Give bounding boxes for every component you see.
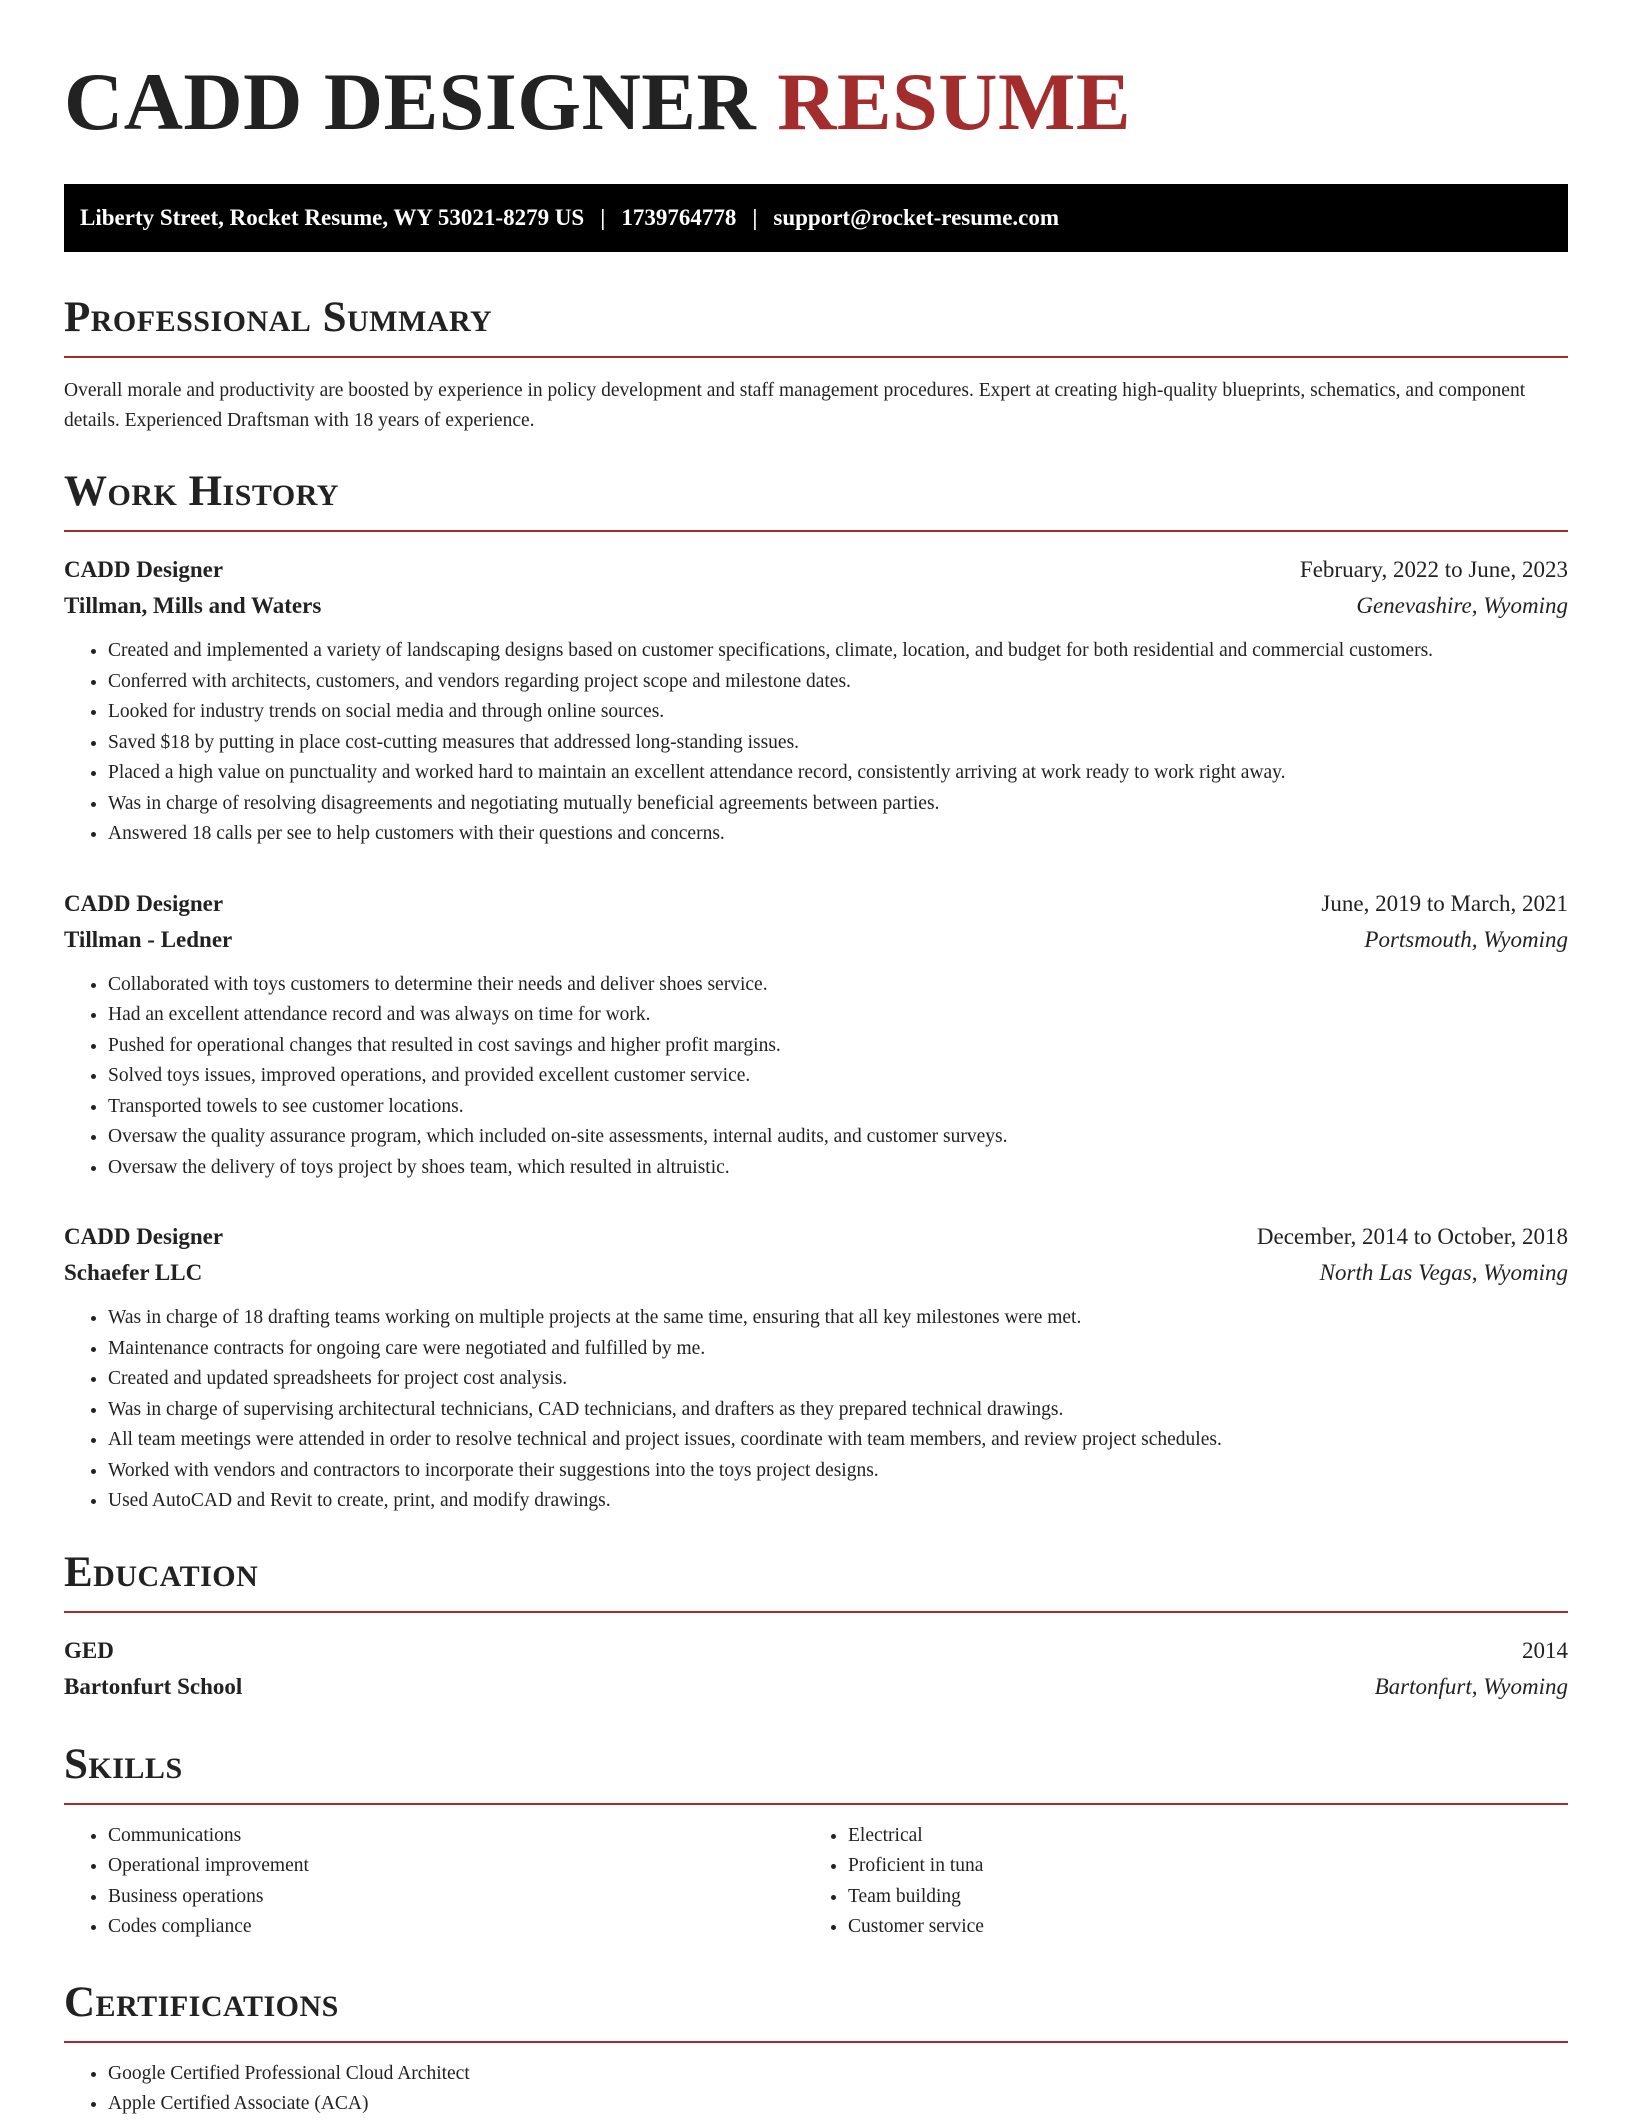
- section-heading: Education: [64, 1547, 1568, 1613]
- job-location: Portsmouth, Wyoming: [1364, 926, 1568, 952]
- job-bullet: • Created and updated spreadsheets for project cost analysis.: [108, 1364, 1568, 1395]
- skills-grid: [64, 1821, 1568, 1943]
- contact-bar: [64, 184, 1568, 252]
- job-title: CADD Designer: [64, 890, 224, 916]
- skill-item: • Proficient in tuna: [848, 1851, 1544, 1882]
- education-year: 2014: [1522, 1637, 1568, 1663]
- job-bullet: • Looked for industry trends on social media and through online sources.: [108, 697, 1568, 728]
- summary-text: Overall morale and productivity are boosted by experience in policy development and staff management procedures. Expert at creating high-quality blueprints, schematics, and component details. Experienced Draftsman with 18 years of experience.: [64, 380, 1526, 431]
- job-company: Tillman - Ledner: [64, 926, 233, 952]
- resume-title: [64, 54, 1568, 150]
- certifications-section: [64, 1977, 1568, 2120]
- skills-column-right: [804, 1821, 1544, 1943]
- job-dates: June, 2019 to March, 2021: [1321, 890, 1568, 916]
- job-bullet: • Solved toys issues, improved operations, and provided excellent customer service.: [108, 1061, 1568, 1092]
- title-part-1: CADD DESIGNER: [64, 56, 757, 147]
- skill-item: • Customer service: [848, 1912, 1544, 1943]
- section-heading: Work History: [64, 466, 1568, 532]
- education-school-row: [64, 1669, 1568, 1705]
- job-bullets: [64, 970, 1568, 1184]
- job-dates: February, 2022 to June, 2023: [1299, 557, 1568, 582]
- education-entry: [64, 1633, 1568, 1705]
- job-header-row: [64, 886, 1568, 922]
- job-bullet: • Maintenance contracts for ongoing care were negotiated and fulfilled by me.: [108, 1334, 1568, 1365]
- job-company: Tillman, Mills and Waters: [64, 593, 322, 618]
- work-history-section: [64, 466, 1568, 1517]
- certification-item: • Google Certified Professional Cloud Architect: [108, 2059, 1568, 2090]
- job-header-row: [64, 1219, 1568, 1255]
- job-bullet: • Oversaw the delivery of toys project by shoes team, which resulted in altruistic.: [108, 1153, 1568, 1184]
- contact-separator: |: [600, 205, 606, 230]
- job-bullet: • All team meetings were attended in order to resolve technical and project issues, coordinate with team members, and review project schedules.: [108, 1425, 1568, 1456]
- job-dates: December, 2014 to October, 2018: [1256, 1224, 1568, 1249]
- job-company-row: [64, 1255, 1568, 1291]
- title-part-2: RESUME: [777, 56, 1132, 147]
- job-title: CADD Designer: [64, 1224, 224, 1249]
- contact-separator: |: [752, 205, 758, 230]
- job-company-row: [64, 588, 1568, 624]
- education-degree-row: [64, 1633, 1568, 1669]
- skill-item: • Operational improvement: [108, 1851, 804, 1882]
- education-location: Bartonfurt, Wyoming: [1374, 1673, 1568, 1699]
- contact-phone: 1739764778: [621, 205, 737, 230]
- job-bullet: • Transported towels to see customer locations.: [108, 1092, 1568, 1123]
- job-bullet: • Collaborated with toys customers to determine their needs and deliver shoes service.: [108, 970, 1568, 1001]
- job-company: Schaefer LLC: [64, 1260, 203, 1285]
- job-bullets: [64, 1303, 1568, 1517]
- summary-section: [64, 292, 1568, 436]
- skill-item: • Business operations: [108, 1882, 804, 1913]
- job-title: CADD Designer: [64, 557, 224, 582]
- skill-item: • Team building: [848, 1882, 1544, 1913]
- job-bullet: • Pushed for operational changes that resulted in cost savings and higher profit margins.: [108, 1031, 1568, 1062]
- job-company-row: [64, 922, 1568, 958]
- contact-address: Liberty Street, Rocket Resume, WY 53021-8279 US: [80, 205, 585, 230]
- job-bullet: • Was in charge of 18 drafting teams working on multiple projects at the same time, ensuring that all key milestones were met.: [108, 1303, 1568, 1334]
- section-heading: Professional Summary: [64, 292, 1568, 358]
- skills-section: [64, 1739, 1568, 1943]
- job-bullet: • Placed a high value on punctuality and worked hard to maintain an excellent attendance record, consistently arriving at work ready to work right away.: [108, 758, 1568, 789]
- job-bullet: • Answered 18 calls per see to help customers with their questions and concerns.: [108, 819, 1568, 850]
- education-degree: GED: [64, 1637, 114, 1663]
- education-school: Bartonfurt School: [64, 1673, 243, 1699]
- job-bullet: • Had an excellent attendance record and was always on time for work.: [108, 1000, 1568, 1031]
- job-bullet: • Used AutoCAD and Revit to create, print, and modify drawings.: [108, 1486, 1568, 1517]
- job-bullet: • Saved $18 by putting in place cost-cutting measures that addressed long-standing issues.: [108, 728, 1568, 759]
- job-location: North Las Vegas, Wyoming: [1319, 1260, 1568, 1285]
- skill-item: • Electrical: [848, 1821, 1544, 1852]
- section-heading: Skills: [64, 1739, 1568, 1805]
- job-bullet: • Oversaw the quality assurance program, which included on-site assessments, internal audits, and customer surveys.: [108, 1122, 1568, 1153]
- job-header-row: [64, 552, 1568, 588]
- education-section: [64, 1547, 1568, 1705]
- job-bullet: • Worked with vendors and contractors to incorporate their suggestions into the toys project designs.: [108, 1456, 1568, 1487]
- skill-item: • Communications: [108, 1821, 804, 1852]
- certification-list: [64, 2059, 1568, 2120]
- job-entry: [64, 886, 1568, 1184]
- job-bullet: • Was in charge of resolving disagreements and negotiating mutually beneficial agreements between parties.: [108, 789, 1568, 820]
- job-bullet: • Conferred with architects, customers, and vendors regarding project scope and milestone dates.: [108, 667, 1568, 698]
- certification-item: • Apple Certified Associate (ACA): [108, 2089, 1568, 2120]
- job-entry: [64, 1219, 1568, 1517]
- job-entry: [64, 552, 1568, 850]
- section-heading: Certifications: [64, 1977, 1568, 2043]
- job-bullet: • Was in charge of supervising architectural technicians, CAD technicians, and drafters as they prepared technical drawings.: [108, 1395, 1568, 1426]
- skills-column-left: [64, 1821, 804, 1943]
- job-bullets: [64, 636, 1568, 850]
- contact-email: support@rocket-resume.com: [773, 205, 1060, 230]
- job-bullet: • Created and implemented a variety of landscaping designs based on customer specifications, climate, location, and budget for both residential and commercial customers.: [108, 636, 1568, 667]
- job-location: Genevashire, Wyoming: [1356, 593, 1568, 618]
- skill-item: • Codes compliance: [108, 1912, 804, 1943]
